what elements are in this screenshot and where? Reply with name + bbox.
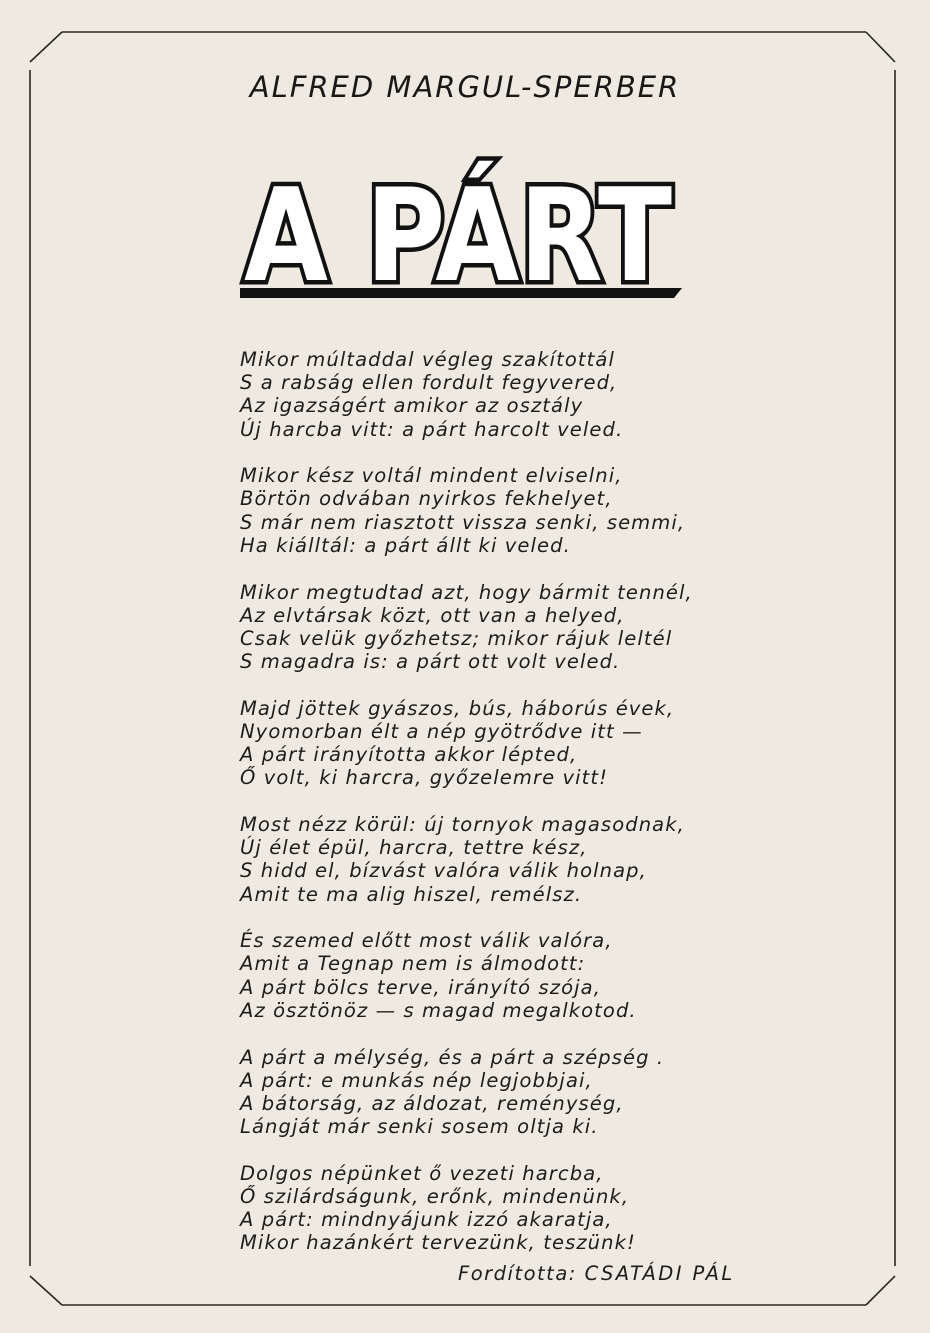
poem-line: Az ösztönöz — s magad megalkotod. xyxy=(240,998,637,1022)
poem-line: A párt bölcs terve, irányító szója, xyxy=(240,975,601,999)
poem-title-text: A PÁRT xyxy=(244,162,749,311)
stanza xyxy=(240,813,760,906)
poem-line: Majd jöttek gyászos, bús, háborús évek, xyxy=(240,696,675,720)
poem-line: Új élet épül, harcra, tettre kész, xyxy=(240,836,588,860)
poem-line: Lángját már senki sosem oltja ki. xyxy=(240,1115,599,1139)
poem-line: A párt irányította akkor lépted, xyxy=(240,743,578,767)
poem-line: És szemed előtt most válik valóra, xyxy=(240,929,613,953)
poem-line: Mikor kész voltál mindent elviselni, xyxy=(240,464,623,488)
poem-line: A párt: mindnyájunk izzó akaratja, xyxy=(240,1208,613,1232)
poem-line: Most nézz körül: új tornyok magasodnak, xyxy=(240,813,685,836)
poem-body xyxy=(240,348,760,1278)
title-underline xyxy=(240,288,682,298)
stanza xyxy=(240,464,760,557)
translator-name: CSATÁDI PÁL xyxy=(584,1262,735,1285)
poem-line: Börtön odvában nyirkos fekhelyet, xyxy=(240,487,613,511)
poem-line: Ő volt, ki harcra, győzelemre vitt! xyxy=(240,766,609,790)
poem-line: A párt a mélység, és a párt a szépség . xyxy=(240,1045,665,1069)
poem-line: A párt: e munkás nép legjobbjai, xyxy=(240,1068,593,1092)
poem-line: Amit te ma alig hiszel, remélsz. xyxy=(240,882,583,906)
poem-line: Csak velük győzhetsz; mikor rájuk leltél xyxy=(240,626,673,650)
poem-title-graphic xyxy=(238,150,749,311)
poem-line: Mikor hazánkért tervezünk, teszünk! xyxy=(240,1231,636,1255)
poem-line: Nyomorban élt a nép gyötrődve itt — xyxy=(240,719,643,743)
stanza xyxy=(240,929,760,1022)
poem-line: A bátorság, az áldozat, reménység, xyxy=(240,1091,624,1115)
poem-line: Az elvtársak közt, ott van a helyed, xyxy=(240,603,625,627)
poem-line: Dolgos népünket ő vezeti harcba, xyxy=(240,1161,604,1185)
poem-line: Amit a Tegnap nem is álmodott: xyxy=(240,952,586,976)
poem-line: Mikor múltaddal végleg szakítottál xyxy=(240,348,615,371)
poem-line: Új harcba vitt: a párt harcolt veled. xyxy=(240,417,624,441)
stanza xyxy=(240,697,760,790)
poem-line: S a rabság ellen fordult fegyvered, xyxy=(240,371,618,395)
translator-label: Fordította: xyxy=(458,1262,577,1285)
stanza xyxy=(240,1046,760,1139)
poem-line: Ő szilárdságunk, erőnk, mindenünk, xyxy=(240,1184,630,1208)
stanza xyxy=(240,348,760,441)
poem-line: Mikor megtudtad azt, hogy bármit tennél, xyxy=(240,580,693,604)
poem-title xyxy=(238,150,749,311)
poem-line: S hidd el, bízvást valóra válik holnap, xyxy=(240,859,647,883)
translator-credit xyxy=(458,1262,735,1285)
stanza xyxy=(240,581,760,674)
poem-line: Ha kiálltál: a párt állt ki veled. xyxy=(240,533,571,557)
stanza xyxy=(240,1162,760,1255)
poem-line: S már nem riasztott vissza senki, semmi, xyxy=(240,510,686,534)
poem-line: Az igazságért amikor az osztály xyxy=(240,394,584,418)
author-name: ALFRED MARGUL-SPERBER xyxy=(249,70,681,104)
poem-line: S magadra is: a párt ott volt veled. xyxy=(240,650,621,674)
